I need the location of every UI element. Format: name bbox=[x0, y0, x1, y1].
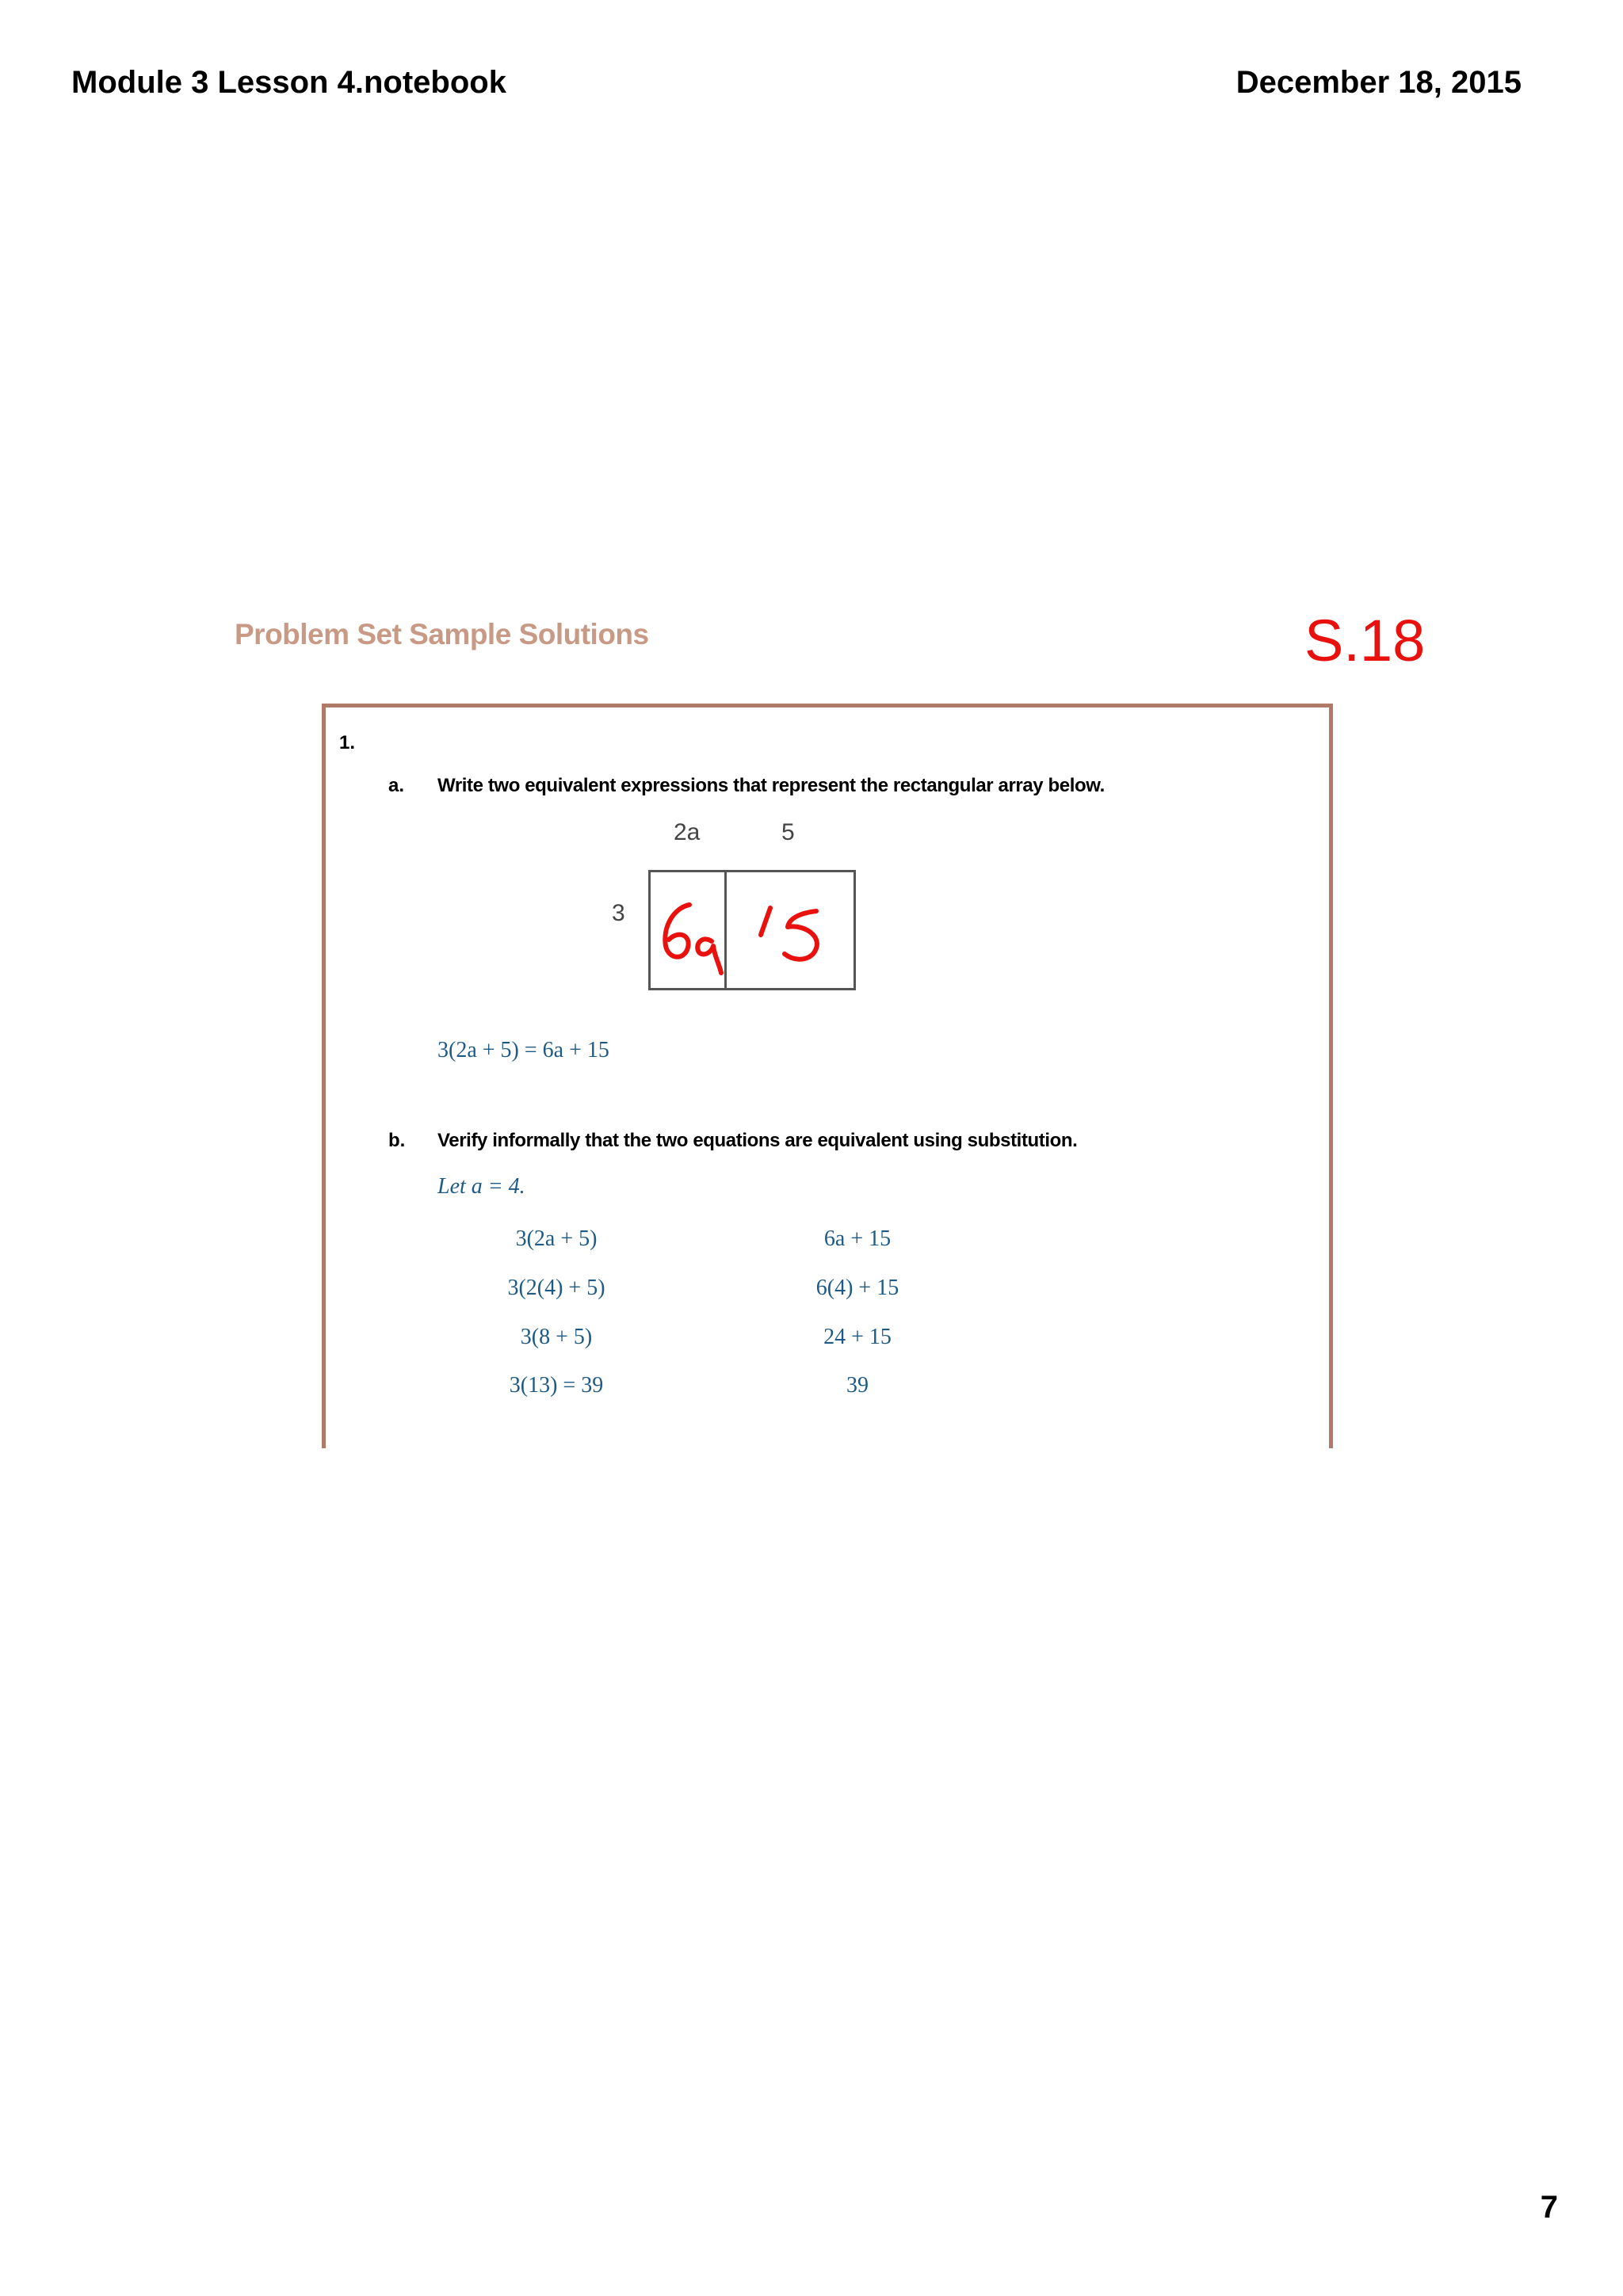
handwritten-5-mark bbox=[785, 911, 817, 959]
handwritten-a-mark bbox=[697, 939, 721, 973]
document-date: December 18, 2015 bbox=[1235, 65, 1522, 100]
array-top-label-2a: 2a bbox=[674, 819, 701, 845]
page-number: 7 bbox=[1540, 2190, 1558, 2225]
right-step-4: 39 bbox=[846, 1373, 869, 1398]
part-a-answer: 3(2a + 5) = 6a + 15 bbox=[437, 1038, 609, 1062]
array-top-label-5: 5 bbox=[781, 819, 795, 845]
right-step-3: 24 + 15 bbox=[823, 1325, 892, 1349]
slide-reference: S.18 bbox=[1304, 608, 1426, 673]
handwritten-1-mark bbox=[761, 908, 770, 935]
left-step-4: 3(13) = 39 bbox=[509, 1373, 604, 1398]
array-side-label-3: 3 bbox=[612, 900, 625, 926]
part-a-prompt: Write two equivalent expressions that represent the rectangular array below. bbox=[437, 775, 1105, 796]
left-step-1: 3(2a + 5) bbox=[515, 1226, 598, 1251]
left-step-3: 3(8 + 5) bbox=[520, 1325, 593, 1349]
document-title: Module 3 Lesson 4.notebook bbox=[71, 65, 506, 100]
problem-number: 1. bbox=[339, 732, 356, 753]
part-b-label: b. bbox=[388, 1130, 406, 1151]
right-step-2: 6(4) + 15 bbox=[815, 1276, 899, 1300]
let-statement: Let a = 4. bbox=[437, 1174, 525, 1199]
right-step-1: 6a + 15 bbox=[823, 1226, 892, 1251]
section-heading: Problem Set Sample Solutions bbox=[235, 618, 649, 650]
part-a-label: a. bbox=[388, 775, 405, 796]
handwritten-annotation bbox=[650, 871, 856, 990]
handwritten-6-mark bbox=[665, 905, 689, 957]
left-step-2: 3(2(4) + 5) bbox=[507, 1276, 605, 1300]
part-b-prompt: Verify informally that the two equations are equivalent using substitution. bbox=[437, 1130, 1078, 1151]
